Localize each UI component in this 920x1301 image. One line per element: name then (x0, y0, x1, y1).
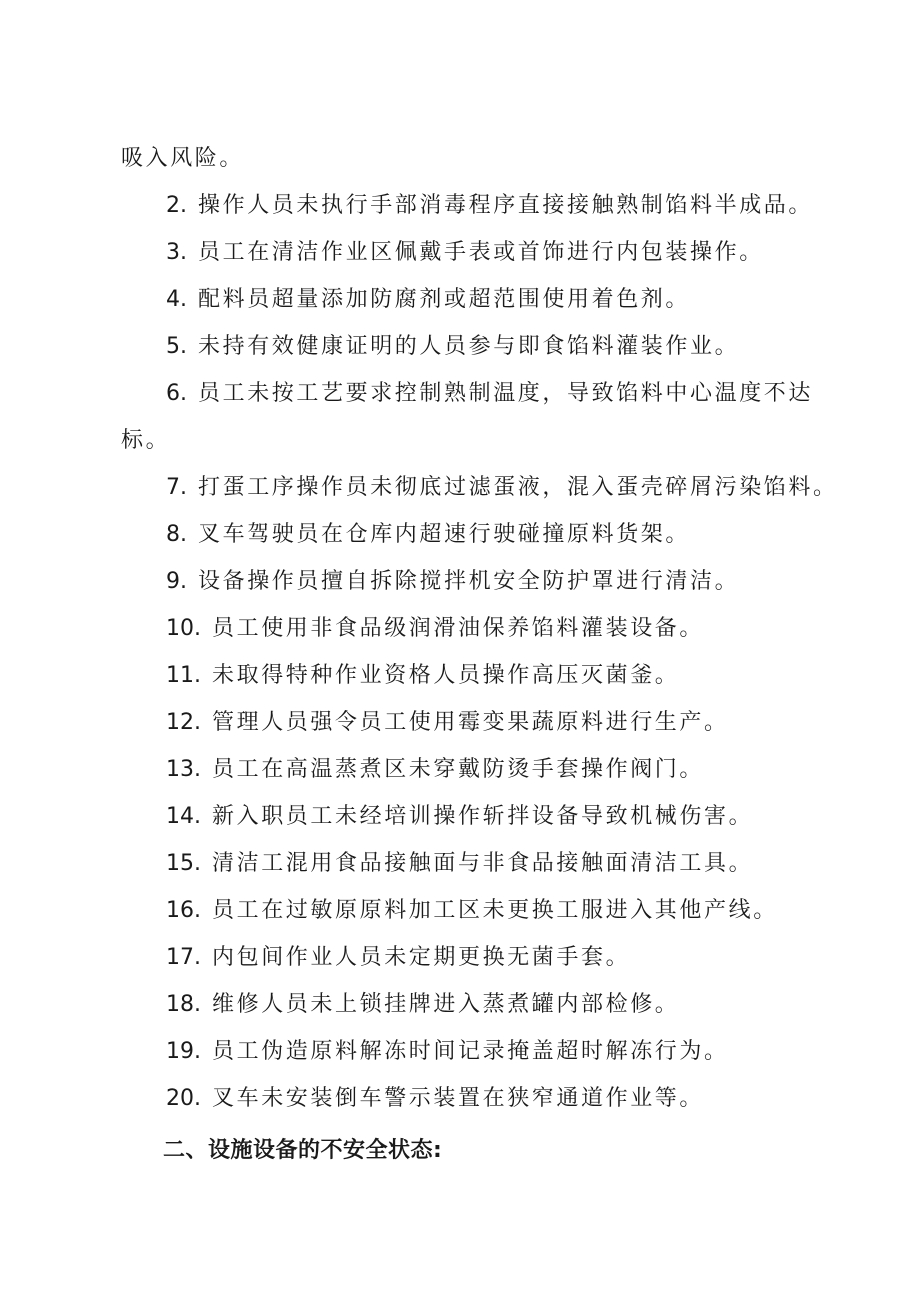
list-item: 12. 管理人员强令员工使用霉变果蔬原料进行生产。 (166, 708, 729, 738)
item-number: 9 (166, 569, 180, 594)
paragraph-text: 吸入风险。 (121, 146, 245, 171)
list-item: 6. 员工未按工艺要求控制熟制温度，导致馅料中心温度不达 (166, 379, 813, 409)
item-text: 员工未按工艺要求控制熟制温度，导致馅料中心温度不达 (198, 381, 814, 406)
list-item: 7. 打蛋工序操作员未彻底过滤蛋液，混入蛋壳碎屑污染馅料。 (166, 473, 838, 503)
item-number: 12 (166, 710, 194, 735)
list-item: 9. 设备操作员擅自拆除搅拌机安全防护罩进行清洁。 (166, 567, 739, 597)
item-number: 14 (166, 804, 194, 829)
item-number: 16 (166, 898, 194, 923)
item-text: 员工伪造原料解冻时间记录掩盖超时解冻行为。 (212, 1039, 729, 1064)
item-text: 员工使用非食品级润滑油保养馅料灌装设备。 (212, 616, 705, 641)
item-number: 19 (166, 1039, 194, 1064)
list-item: 20. 叉车未安装倒车警示装置在狭窄通道作业等。 (166, 1084, 704, 1114)
item-number: 5 (166, 334, 180, 359)
list-item: 16. 员工在过敏原原料加工区未更换工服进入其他产线。 (166, 896, 778, 926)
item-text: 配料员超量添加防腐剂或超范围使用着色剂。 (198, 287, 691, 312)
list-item: 8. 叉车驾驶员在仓库内超速行驶碰撞原料货架。 (166, 520, 690, 550)
paragraph-continuation (121, 426, 170, 456)
item-number: 6 (166, 381, 180, 406)
list-item: 15. 清洁工混用食品接触面与非食品接触面清洁工具。 (166, 849, 753, 879)
item-number: 8 (166, 522, 180, 547)
item-text: 未取得特种作业资格人员操作高压灭菌釜。 (212, 663, 680, 688)
paragraph-text: 标。 (121, 428, 171, 453)
list-item: 2. 操作人员未执行手部消毒程序直接接触熟制馅料半成品。 (166, 191, 813, 221)
item-text: 打蛋工序操作员未彻底过滤蛋液，混入蛋壳碎屑污染馅料。 (198, 475, 838, 500)
list-item: 11. 未取得特种作业资格人员操作高压灭菌釜。 (166, 661, 679, 691)
item-text: 叉车驾驶员在仓库内超速行驶碰撞原料货架。 (198, 522, 691, 547)
item-number: 18 (166, 992, 194, 1017)
item-number: 2 (166, 193, 180, 218)
item-number: 20 (166, 1086, 194, 1111)
section-heading: 二、设施设备的不安全状态: (163, 1138, 443, 1163)
list-item: 3. 员工在清洁作业区佩戴手表或首饰进行内包装操作。 (166, 238, 764, 268)
list-item: 5. 未持有效健康证明的人员参与即食馅料灌装作业。 (166, 332, 739, 362)
item-number: 3 (166, 240, 180, 265)
item-number: 15 (166, 851, 194, 876)
list-item: 10. 员工使用非食品级润滑油保养馅料灌装设备。 (166, 614, 704, 644)
item-number: 13 (166, 757, 194, 782)
item-text: 新入职员工未经培训操作斩拌设备导致机械伤害。 (212, 804, 754, 829)
item-text: 操作人员未执行手部消毒程序直接接触熟制馅料半成品。 (198, 193, 814, 218)
list-item: 19. 员工伪造原料解冻时间记录掩盖超时解冻行为。 (166, 1037, 729, 1067)
item-text: 员工在高温蒸煮区未穿戴防烫手套操作阀门。 (212, 757, 705, 782)
paragraph-continuation (121, 144, 244, 174)
item-number: 4 (166, 287, 180, 312)
list-item: 13. 员工在高温蒸煮区未穿戴防烫手套操作阀门。 (166, 755, 704, 785)
item-text: 管理人员强令员工使用霉变果蔬原料进行生产。 (212, 710, 729, 735)
item-number: 7 (166, 475, 180, 500)
item-text: 内包间作业人员未定期更换无菌手套。 (212, 945, 631, 970)
list-item: 4. 配料员超量添加防腐剂或超范围使用着色剂。 (166, 285, 690, 315)
list-item: 17. 内包间作业人员未定期更换无菌手套。 (166, 943, 630, 973)
item-text: 清洁工混用食品接触面与非食品接触面清洁工具。 (212, 851, 754, 876)
item-number: 10 (166, 616, 194, 641)
item-text: 未持有效健康证明的人员参与即食馅料灌装作业。 (198, 334, 740, 359)
list-item: 18. 维修人员未上锁挂牌进入蒸煮罐内部检修。 (166, 990, 679, 1020)
item-text: 设备操作员擅自拆除搅拌机安全防护罩进行清洁。 (198, 569, 740, 594)
item-number: 11 (166, 663, 194, 688)
item-text: 维修人员未上锁挂牌进入蒸煮罐内部检修。 (212, 992, 680, 1017)
list-item: 14. 新入职员工未经培训操作斩拌设备导致机械伤害。 (166, 802, 753, 832)
item-text: 叉车未安装倒车警示装置在狭窄通道作业等。 (212, 1086, 705, 1111)
item-text: 员工在清洁作业区佩戴手表或首饰进行内包装操作。 (198, 240, 764, 265)
item-number: 17 (166, 945, 194, 970)
item-text: 员工在过敏原原料加工区未更换工服进入其他产线。 (212, 898, 778, 923)
